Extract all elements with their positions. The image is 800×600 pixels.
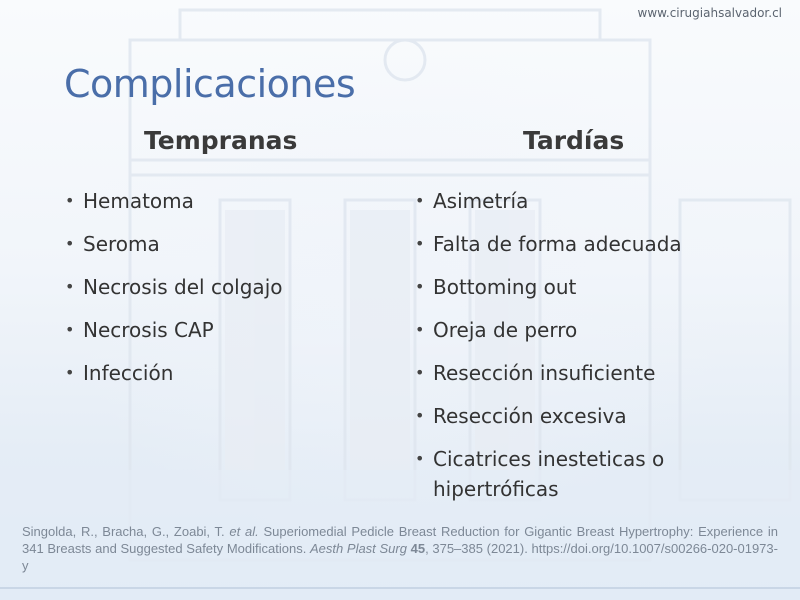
bullet-icon: •: [65, 320, 75, 339]
list-item: [414, 272, 754, 302]
slide-title: Complicaciones: [64, 62, 356, 106]
bullet-list-tardias: [414, 186, 754, 517]
citation-et-al: et al.: [229, 524, 259, 539]
list-item: [64, 358, 384, 388]
list-item-text: Hematoma: [83, 189, 194, 213]
list-item-text: Asimetría: [433, 189, 529, 213]
list-item-text: Oreja de perro: [433, 318, 578, 342]
bullet-icon: •: [415, 363, 425, 382]
list-item: [414, 444, 754, 504]
list-item-text: Falta de forma adecuada: [433, 232, 682, 256]
list-item-text: Infección: [83, 361, 174, 385]
bullet-icon: •: [415, 449, 425, 468]
bullet-icon: •: [415, 234, 425, 253]
list-item: [64, 229, 384, 259]
list-item-text: Seroma: [83, 232, 160, 256]
bullet-icon: •: [415, 320, 425, 339]
citation-volume: 45: [410, 541, 426, 556]
list-item-text: Bottoming out: [433, 275, 577, 299]
list-item-text: Resección excesiva: [433, 404, 627, 428]
bullet-icon: •: [65, 191, 75, 210]
bullet-icon: •: [65, 234, 75, 253]
source-url: www.cirugiahsalvador.cl: [637, 6, 782, 20]
list-item-text: Cicatrices inesteticas o hipertróficas: [433, 447, 665, 501]
bullet-icon: •: [415, 277, 425, 296]
citation: [22, 523, 778, 574]
list-item: [414, 358, 754, 388]
bullet-list-tempranas: [64, 186, 384, 401]
citation-pages-year: , 375–385 (2021).: [425, 541, 528, 556]
list-item-text: Resección insuficiente: [433, 361, 656, 385]
list-item: [64, 186, 384, 216]
list-item: [414, 186, 754, 216]
bullet-icon: •: [415, 406, 425, 425]
column-heading-tempranas: Tempranas: [144, 126, 298, 155]
list-item: [64, 315, 384, 345]
column-heading-tardias: Tardías: [523, 126, 625, 155]
list-item-text: Necrosis CAP: [83, 318, 214, 342]
citation-doi-link[interactable]: https://doi.org/10.1007/s00266-020-01973-y: [22, 541, 778, 573]
list-item: [64, 272, 384, 302]
bullet-icon: •: [65, 363, 75, 382]
list-item: [414, 229, 754, 259]
list-item-text: Necrosis del colgajo: [83, 275, 283, 299]
citation-journal: Aesth Plast Surg: [309, 541, 407, 556]
citation-title: Superiomedial Pedicle Breast Reduction for Gigantic Breast Hypertrophy: Experience in 341 Breasts and Suggested Safety Modifications.: [22, 524, 778, 556]
bullet-icon: •: [65, 277, 75, 296]
bullet-icon: •: [415, 191, 425, 210]
list-item: [414, 401, 754, 431]
list-item: [414, 315, 754, 345]
citation-authors: Singolda, R., Bracha, G., Zoabi, T.: [22, 524, 225, 539]
